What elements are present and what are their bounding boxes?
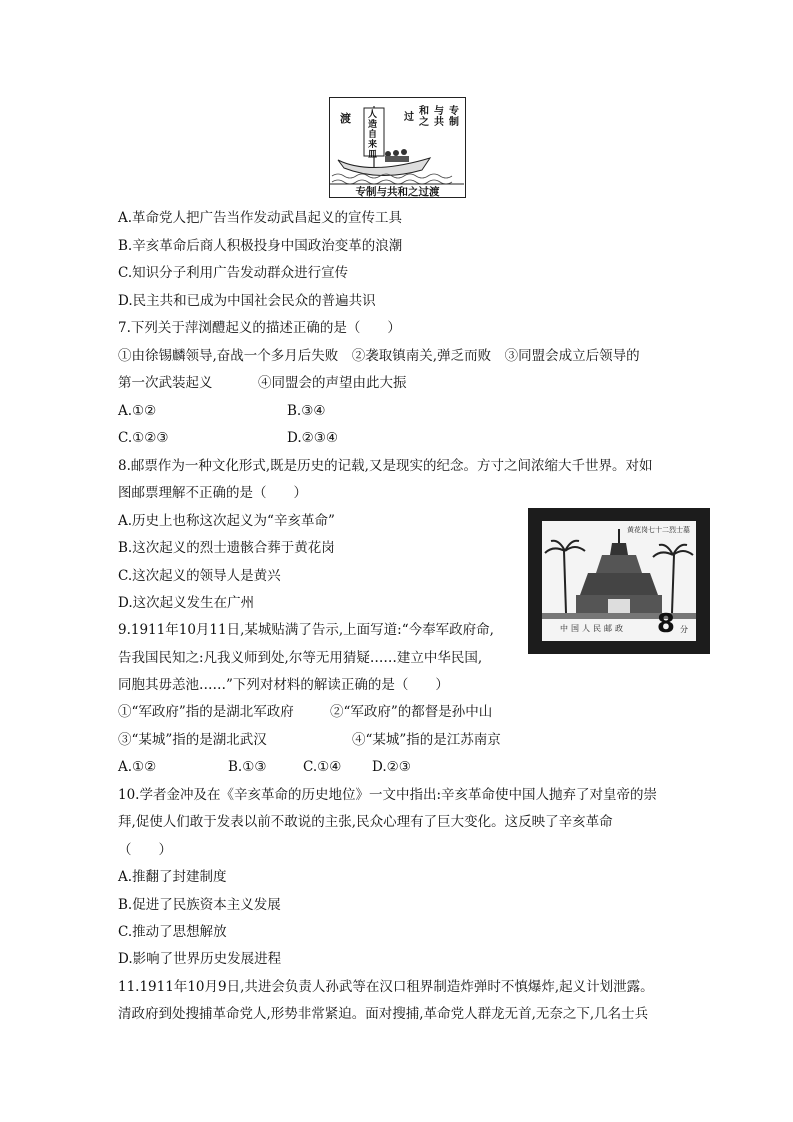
q8-option-a: A.历史上也称这次起义为“辛亥革命” <box>118 513 335 529</box>
q6-option-a: A.革命党人把广告当作发动武昌起义的宣传工具 <box>118 210 403 226</box>
q7-statements-line2a: 第一次武装起义 <box>118 375 213 391</box>
cartoon-figure <box>329 97 466 198</box>
cartoon-caption: 专制与共和之过渡 <box>355 186 440 198</box>
q8-option-c: C.这次起义的领导人是黄兴 <box>118 568 281 584</box>
q7-statements-line2b: ④同盟会的声望由此大振 <box>258 375 407 391</box>
stamp-value <box>657 609 688 639</box>
cartoon-char: 和 <box>419 106 429 117</box>
q9-statement-2: ②“军政府”的都督是孙中山 <box>330 704 493 720</box>
q9-option-a: A.①② <box>118 759 157 775</box>
q10-option-b: B.促进了民族资本主义发展 <box>118 897 281 913</box>
stamp-image <box>528 508 710 654</box>
stamp-value-number: 8 <box>656 609 675 639</box>
cartoon-char: 专 <box>449 106 459 117</box>
q11-line1: 11.1911年10月9日,共进会负责人孙武等在汉口租界制造炸弹时不慎爆炸,起义计划泄露。 <box>118 979 654 995</box>
stamp-value-unit: 分 <box>680 625 688 634</box>
cartoon-char: 之 <box>419 117 429 128</box>
cartoon-char: 过 <box>404 112 414 123</box>
q10-option-c: C.推动了思想解放 <box>118 924 227 940</box>
q7-option-c: C.①②③ <box>118 430 169 446</box>
q7-stem: 7.下列关于萍浏醴起义的描述正确的是（ ） <box>118 320 401 336</box>
q9-option-d: D.②③ <box>372 759 411 775</box>
q9-statement-4: ④“某城”指的是江苏南京 <box>352 732 501 748</box>
q10-line2: 拜,促使人们敢于发表以前不敢说的主张,民众心理有了巨大变化。这反映了辛亥革命 <box>118 814 613 830</box>
q6-option-c: C.知识分子利用广告发动群众进行宣传 <box>118 265 349 281</box>
stamp-top-text: 黄花岗七十二烈士墓 <box>627 526 690 534</box>
cartoon-sail-text: 人造自来皿 <box>368 110 378 160</box>
q9-line1: 9.1911年10月11日,某城贴满了告示,上面写道:“今奉军政府命, <box>118 622 494 638</box>
q8-stem-line1: 8.邮票作为一种文化形式,既是历史的记载,又是现实的纪念。方寸之间浓缩大千世界。对如 <box>118 458 653 474</box>
cartoon-left-label: 渡 <box>340 112 351 125</box>
q10-line1: 10.学者金冲及在《辛亥革命的历史地位》一文中指出:辛亥革命使中国人抛弃了对皇帝的崇 <box>118 787 658 803</box>
cartoon-char: 共 <box>434 117 444 128</box>
q10-line3: （ ） <box>118 842 172 858</box>
q10-option-d: D.影响了世界历史发展进程 <box>118 951 282 967</box>
q7-option-b: B.③④ <box>287 403 326 419</box>
cartoon-char: 与 <box>434 106 444 117</box>
q8-option-d: D.这次起义发生在广州 <box>118 595 255 611</box>
cartoon-right-labels <box>394 102 460 132</box>
q8-stem-line2: 图邮票理解不正确的是（ ） <box>118 485 307 501</box>
q9-option-b: B.①③ <box>228 759 267 775</box>
q9-statement-1: ①“军政府”指的是湖北军政府 <box>118 704 294 720</box>
q9-line2: 告我国民知之:凡我义师到处,尔等无用猜疑……建立中华民国, <box>118 650 483 666</box>
stamp-face <box>542 521 696 641</box>
q9-line3: 同胞其毋恙池……”下列对材料的解读正确的是（ ） <box>118 677 449 693</box>
q7-option-a: A.①② <box>118 403 157 419</box>
q6-option-b: B.辛亥革命后商人积极投身中国政治变革的浪潮 <box>118 238 403 254</box>
q7-statements-line1: ①由徐锡麟领导,奋战一个多月后失败 ②袭取镇南关,弹乏而败 ③同盟会成立后领导的 <box>118 348 640 364</box>
q7-option-d: D.②③④ <box>287 430 338 446</box>
q10-option-a: A.推翻了封建制度 <box>118 869 227 885</box>
q9-option-c: C.①④ <box>303 759 342 775</box>
q8-option-b: B.这次起义的烈士遗骸合葬于黄花岗 <box>118 540 335 556</box>
q9-statement-3: ③“某城”指的是湖北武汉 <box>118 732 267 748</box>
q6-option-d: D.民主共和已成为中国社会民众的普遍共识 <box>118 293 376 309</box>
cartoon-char: 制 <box>449 117 459 128</box>
q11-line2: 清政府到处搜捕革命党人,形势非常紧迫。面对搜捕,革命党人群龙无首,无奈之下,几名士兵 <box>118 1006 649 1022</box>
stamp-bottom-text: 中国人民邮政 <box>560 624 626 633</box>
